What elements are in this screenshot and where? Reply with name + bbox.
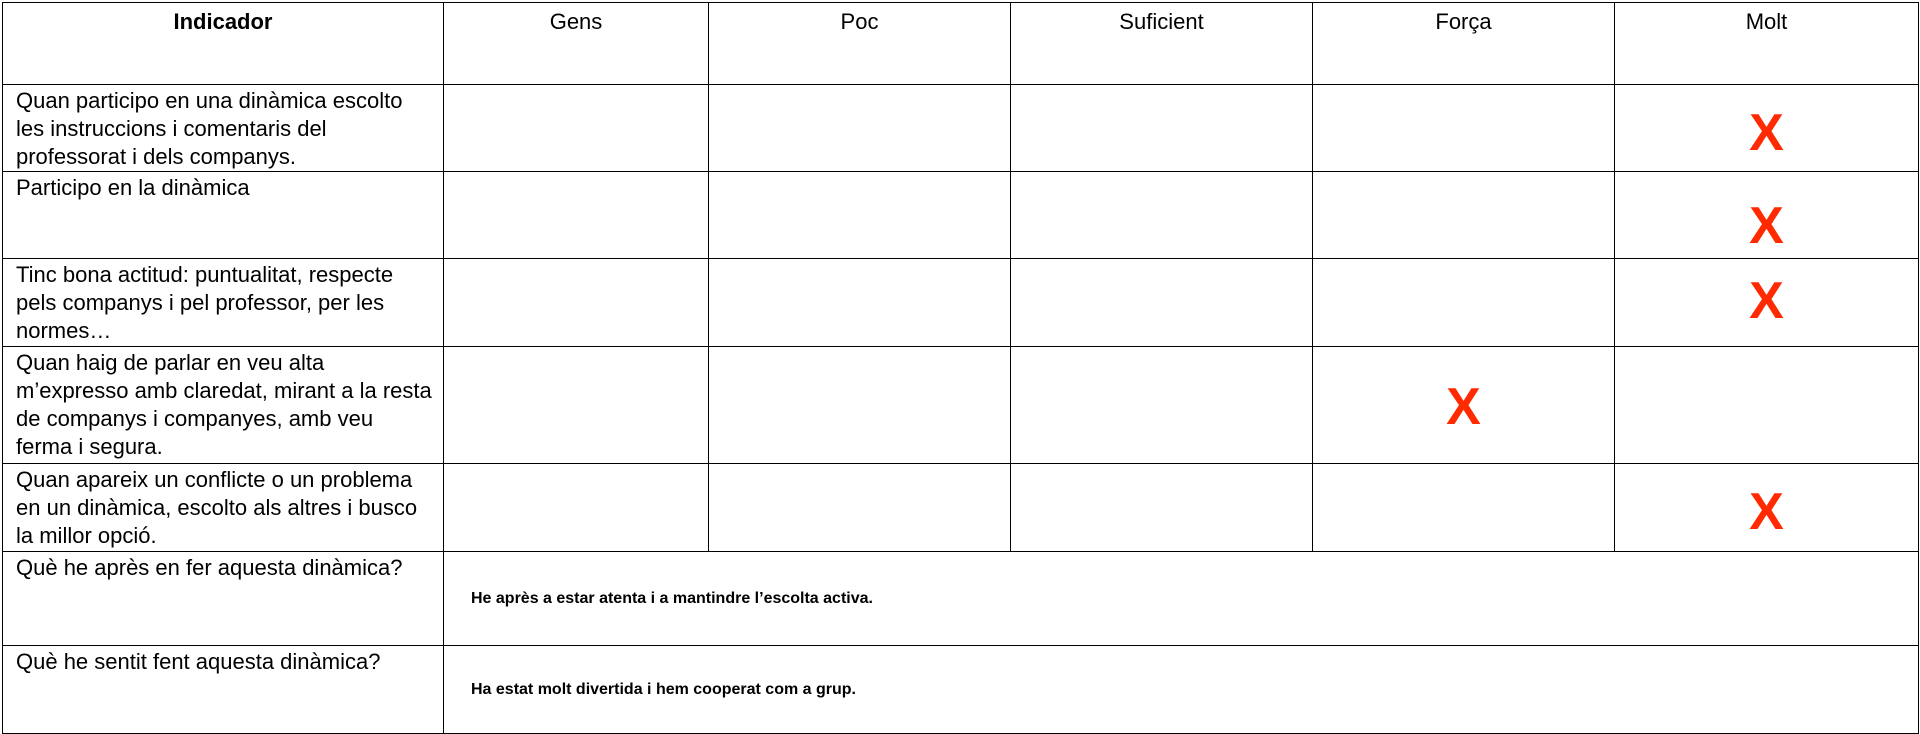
- indicator-row: [3, 172, 1919, 259]
- header-level-forca: Força: [1313, 3, 1615, 85]
- header-level-gens: Gens: [444, 3, 709, 85]
- rating-cell-suficient: [1011, 172, 1313, 259]
- rating-cell-gens: [444, 172, 709, 259]
- reflection-row: [3, 646, 1919, 734]
- indicator-row: [3, 464, 1919, 552]
- rating-cell-gens: [444, 259, 709, 347]
- x-mark-icon: X: [1446, 378, 1481, 436]
- rating-cell-molt: [1615, 85, 1919, 172]
- rating-cell-molt: [1615, 172, 1919, 259]
- indicator-text: Quan haig de parlar en veu alta m’expresso amb claredat, mirant a la resta de companys i companyes, amb veu ferma i segura.: [3, 347, 444, 464]
- indicator-text: Tinc bona actitud: puntualitat, respecte pels companys i pel professor, per les normes…: [3, 259, 444, 347]
- reflection-question: Què he sentit fent aquesta dinàmica?: [3, 646, 444, 734]
- rating-cell-forca: [1313, 172, 1615, 259]
- rating-cell-gens: [444, 347, 709, 464]
- rating-cell-molt: [1615, 347, 1919, 464]
- rating-cell-poc: [709, 259, 1011, 347]
- rating-cell-suficient: [1011, 259, 1313, 347]
- rating-cell-forca: [1313, 347, 1615, 464]
- header-level-suficient: Suficient: [1011, 3, 1313, 85]
- rating-cell-poc: [709, 347, 1011, 464]
- indicator-text: Participo en la dinàmica: [3, 172, 444, 259]
- rating-cell-poc: [709, 172, 1011, 259]
- header-indicator: Indicador: [3, 3, 444, 85]
- rating-cell-molt: [1615, 464, 1919, 552]
- x-mark-icon: X: [1749, 272, 1784, 330]
- header-level-poc: Poc: [709, 3, 1011, 85]
- rating-cell-forca: [1313, 259, 1615, 347]
- header-level-molt: Molt: [1615, 3, 1919, 85]
- rating-cell-suficient: [1011, 85, 1313, 172]
- rating-cell-gens: [444, 464, 709, 552]
- rating-cell-molt: [1615, 259, 1919, 347]
- rating-cell-forca: [1313, 464, 1615, 552]
- reflection-answer: Ha estat molt divertida i hem cooperat com a grup.: [444, 646, 1919, 734]
- rating-cell-suficient: [1011, 464, 1313, 552]
- indicator-row: [3, 85, 1919, 172]
- rating-cell-poc: [709, 464, 1011, 552]
- x-mark-icon: X: [1749, 483, 1784, 541]
- indicator-row: [3, 347, 1919, 464]
- x-mark-icon: X: [1749, 197, 1784, 255]
- indicator-text: Quan apareix un conflicte o un problema en un dinàmica, escolto als altres i busco la millor opció.: [3, 464, 444, 552]
- self-assessment-table: [2, 2, 1919, 734]
- reflection-answer: He après a estar atenta i a mantindre l’escolta activa.: [444, 552, 1919, 646]
- rating-cell-gens: [444, 85, 709, 172]
- rating-cell-suficient: [1011, 347, 1313, 464]
- indicator-row: [3, 259, 1919, 347]
- rating-cell-poc: [709, 85, 1011, 172]
- x-mark-icon: X: [1749, 104, 1784, 162]
- header-row: [3, 3, 1919, 85]
- reflection-question: Què he après en fer aquesta dinàmica?: [3, 552, 444, 646]
- indicator-text: Quan participo en una dinàmica escolto les instruccions i comentaris del professorat i dels companys.: [3, 85, 444, 172]
- reflection-row: [3, 552, 1919, 646]
- rating-cell-forca: [1313, 85, 1615, 172]
